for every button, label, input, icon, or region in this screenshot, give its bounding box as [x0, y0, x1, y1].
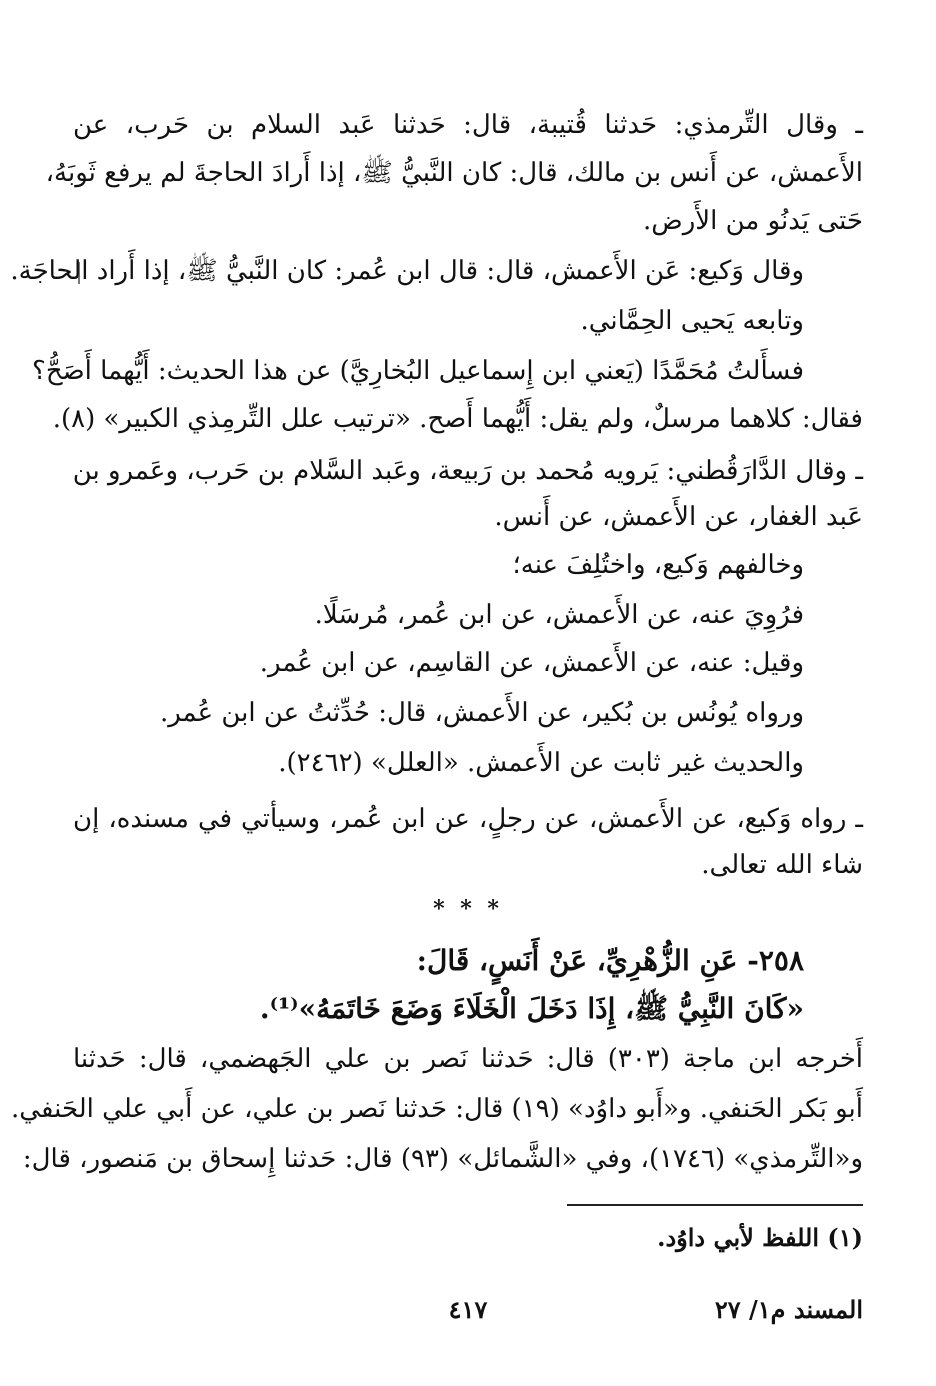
paragraph-line: وقيل: عنه، عن الأَعمش، عن القاسِم، عن ابن عُمر. [259, 648, 804, 678]
page-number: ٤١٧ [448, 1295, 488, 1324]
paragraph-line: وقال وَكيع: عَن الأَعمش، قال: قال ابن عُمر: كان النَّبيُّ ﷺ، إذا أَراد الحاجَة. [10, 256, 804, 286]
paragraph-line: ـ رواه وَكيع، عن الأَعمش، عن رجلٍ، عن ابن عُمر، وسيأتي في مسنده، إن [73, 804, 863, 834]
paragraph-line: وتابعه يَحيى الحِمَّاني. [580, 306, 804, 336]
footnote-divider [567, 1204, 863, 1206]
paragraph-line: شاء الله تعالى. [701, 850, 863, 880]
paragraph-line: فسأَلتُ مُحَمَّدًا (يَعني ابن إِسماعيل البُخارِيَّ) عن هذا الحديث: أَيُّهما أَصَحُّ؟ [32, 356, 804, 386]
paragraph-line: عَبد الغفار، عن الأَعمش، عن أَنس. [494, 502, 863, 532]
paragraph-line: والحديث غير ثابت عن الأَعمش. «العلل» (٢٤٦٢). [278, 748, 804, 778]
paragraph-line: و«التِّرمذي» (١٧٤٦)، وفي «الشَّمائل» (٩٣) قال: حَدثنا إِسحاق بن مَنصور، قال: [22, 1144, 863, 1174]
paragraph-line: حَتى يَدنُو من الأَرض. [643, 206, 863, 236]
paragraph-line: أَخرجه ابن ماجة (٣٠٣) قال: حَدثنا نَصر بن علي الجَهضمي، قال: حَدثنا [73, 1044, 864, 1074]
paragraph-line: ـ وقال الدَّارَقُطني: يَرويه مُحمد بن رَبيعة، وعَبد السَّلام بن حَرب، وعَمرو بن [72, 456, 863, 486]
paragraph-line: ـ وقال التِّرمذي: حَدثنا قُتيبة، قال: حَدثنا عَبد السلام بن حَرب، عن [73, 110, 863, 140]
paragraph-line: وخالفهم وَكيع، واختُلِفَ عنه؛ [512, 550, 804, 580]
hadith-text: «كَانَ النَّبِيُّ ﷺ، إِذَا دَخَلَ الْخَلَاءَ وَضَعَ خَاتَمَهُ»⁽¹⁾. [259, 992, 804, 1025]
paragraph-line: أَبو بَكر الحَنفي. و«أَبو داوُد» (١٩) قال: حَدثنا نَصر بن علي، عن أَبي علي الحَنفي. [11, 1094, 863, 1124]
footnote: (١) اللفظ لأبي داوُد. [657, 1223, 863, 1252]
hadith-header: ٢٥٨- عَنِ الزُّهْرِيِّ، عَنْ أَنَسٍ، قَالَ: [416, 944, 804, 977]
paragraph-line: الأَعمش، عن أَنس بن مالك، قال: كان النَّبيُّ ﷺ، إذا أَرادَ الحاجةَ لم يرفع ثَوبَهُ، [45, 158, 863, 188]
paragraph-line: ورواه يُونُس بن بُكير، عن الأَعمش، قال: حُدِّثتُ عن ابن عُمر. [159, 698, 804, 728]
paragraph-line: فقال: كلاهما مرسلٌ، ولم يقل: أَيُّهما أَصح. «ترتيب علل التِّرمِذي الكبير» (٨). [52, 404, 863, 434]
section-separator: * * * [433, 896, 503, 922]
signature-mark: المسند م١/ ٢٧ [714, 1295, 863, 1324]
paragraph-line: فرُوِيَ عنه، عن الأَعمش، عن ابن عُمر، مُرسَلًا. [314, 600, 804, 630]
